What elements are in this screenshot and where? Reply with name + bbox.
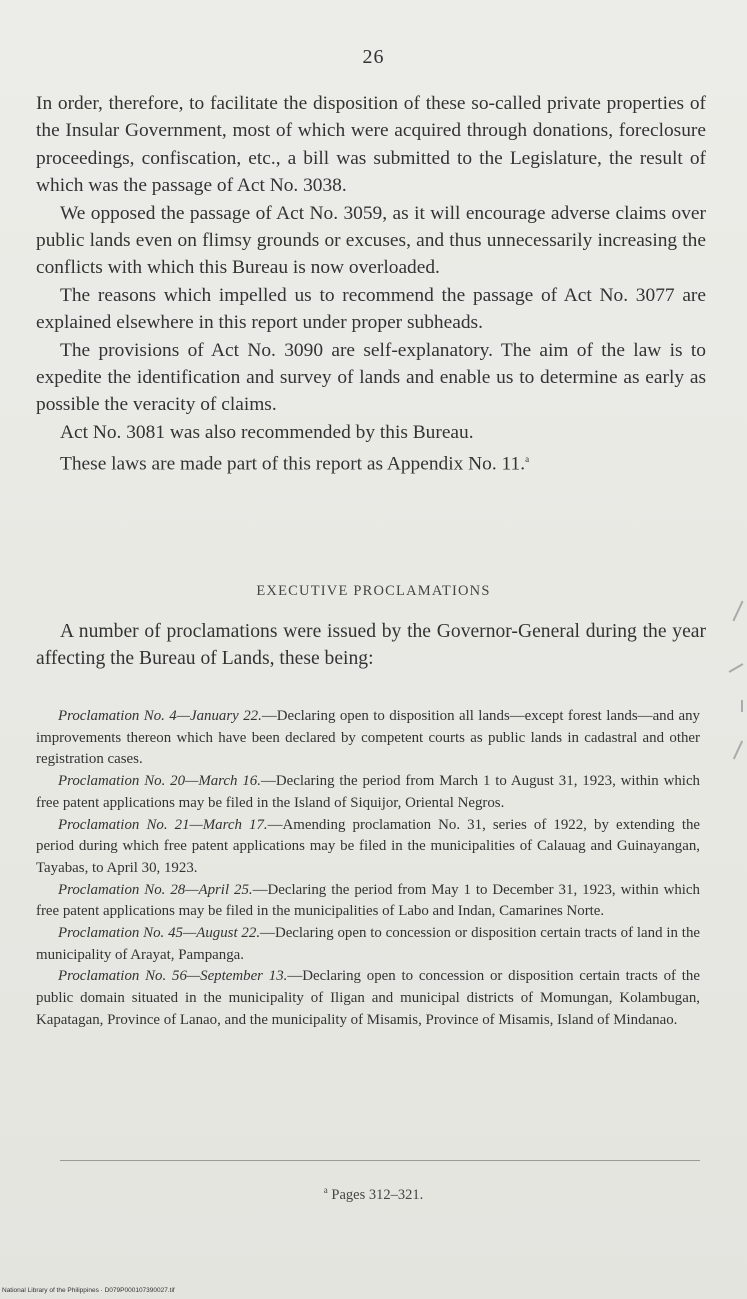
proclamation-text: —Declaring open to concession or disposition certain tracts of the public domain situated in the municipality of Iligan and municipal districts of Momungan, Kolambugan, Kapatagan, Province of Lanao, and the municipality of Misamis, Province of Misamis, Island of Mindanao. xyxy=(36,968,700,1028)
paragraph-6-text: These laws are made part of this report as Appendix No. 11. xyxy=(60,453,526,475)
proclamation-item xyxy=(36,771,700,814)
library-stamp: National Library of the Philippines · D079P000107390027.tif xyxy=(2,1287,175,1294)
intro-paragraph: A number of proclamations were issued by the Governor-General during the year affecting the Bureau of Lands, these being: xyxy=(36,621,706,669)
proclamation-title: Proclamation No. 4—January 22. xyxy=(58,708,262,724)
paragraph-2: We opposed the passage of Act No. 3059, as it will encourage adverse claims over public lands even on flimsy grounds or excuses, and thus unnecessarily increasing the conflicts with which this Bureau is now overloaded. xyxy=(36,202,706,279)
paragraph-5: Act No. 3081 was also recommended by this Bureau. xyxy=(60,421,474,443)
paragraph-6 xyxy=(36,446,706,478)
proclamation-item xyxy=(36,923,700,966)
proclamation-title: Proclamation No. 45—August 22. xyxy=(58,925,261,942)
footnote-text: Pages 312–321. xyxy=(331,1186,424,1203)
page-number: 26 xyxy=(362,46,385,68)
proclamation-title: Proclamation No. 20—March 16. xyxy=(58,773,261,790)
footnote xyxy=(0,1185,747,1204)
section-heading: EXECUTIVE PROCLAMATIONS xyxy=(256,583,491,599)
proclamation-text: —Declaring open to concession or disposition certain tracts of land in the municipality of Arayat, Pampanga. xyxy=(36,925,700,963)
body-text xyxy=(36,90,706,478)
proclamation-list xyxy=(36,706,700,1032)
proclamation-title: Proclamation No. 56—September 13. xyxy=(58,968,288,985)
proclamation-title: Proclamation No. 28—April 25. xyxy=(58,881,253,898)
proclamation-text: —Declaring the period from March 1 to August 31, 1923, within which free patent applications may be filed in the Island of Siquijor, Oriental Negros. xyxy=(36,773,700,811)
footnote-mark: a xyxy=(323,1185,328,1195)
paragraph-3: The reasons which impelled us to recommend the passage of Act No. 3077 are explained elsewhere in this report under proper subheads. xyxy=(36,284,706,334)
proclamation-text: —Declaring the period from May 1 to December 31, 1923, within which free patent applications may be filed in the municipalities of Labo and Indan, Camarines Norte. xyxy=(36,881,700,920)
proclamation-title: Proclamation No. 21—March 17. xyxy=(58,816,268,833)
proclamation-item xyxy=(36,706,700,771)
proclamation-item xyxy=(36,880,700,923)
proclamation-text: —Amending proclamation No. 31, series of 1922, by extending the period during which free patent applications may be filed in the municipalities of Calauag and Guinayangan, Tayabas, to April 30, 1923. xyxy=(36,816,701,876)
footnote-reference: a xyxy=(525,454,530,465)
proclamation-text: —Declaring open to disposition all lands—except forest lands—and any improvements thereon which have been declared by competent courts as public lands in cadastral and other registration cases. xyxy=(36,708,700,768)
paragraph-4: The provisions of Act No. 3090 are self-explanatory. The aim of the law is to expedite the identification and survey of lands and enable us to determine as early as possible the veracity of claims. xyxy=(36,339,706,416)
paragraph-1: In order, therefore, to facilitate the disposition of these so-called private properties of the Insular Government, most of which were acquired through donations, foreclosure proceedings, confiscation, etc., a bill was submitted to the Legislature, the result of which was the passage of Act No. 3038. xyxy=(36,93,706,197)
proclamation-item xyxy=(36,815,700,880)
proclamation-item xyxy=(36,966,700,1031)
footnote-divider xyxy=(60,1160,700,1161)
margin-scan-marks xyxy=(731,600,747,770)
